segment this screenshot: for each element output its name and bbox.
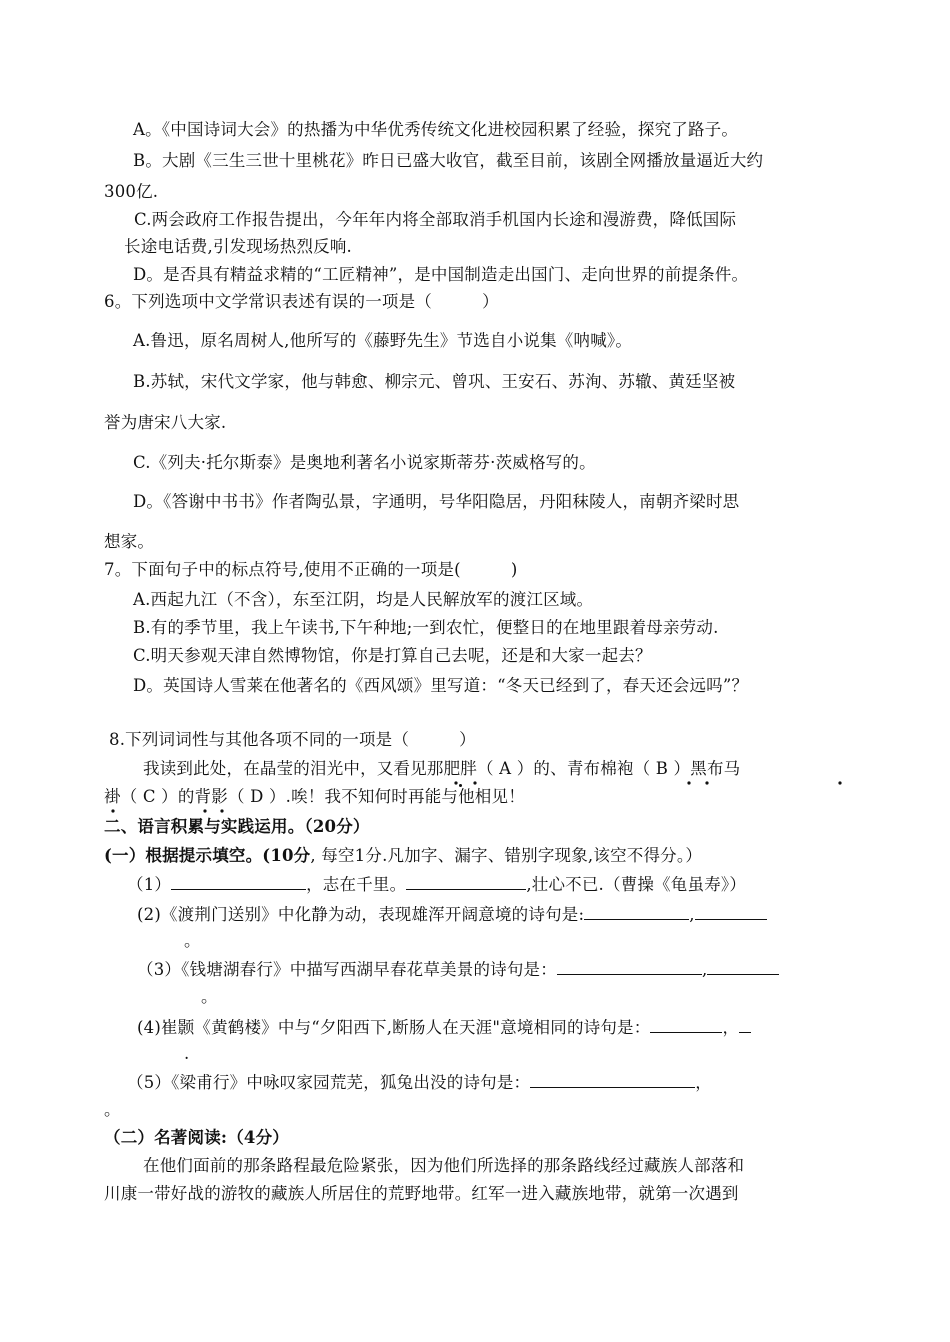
q8-mark-c: （ C ）的 [120,787,195,806]
blank[interactable] [739,1016,751,1033]
emphasis-dot [454,781,457,784]
emphasis-dot [203,809,206,812]
emphasis-dot [687,781,690,784]
q5-option-c-cont: 长途电话费,引发现场热烈反响. [124,237,352,256]
q5-option-a: A。《中国诗词大会》的热播为中华优秀传统文化进校园积累了经验，探究了路子。 [133,120,739,139]
q5-option-b: B。大剧《三生三世十里桃花》昨日已盛大收官，截至目前，该剧全网播放量逼近大约 [133,151,764,170]
q6-option-d-cont: 想家。 [104,532,155,551]
q7-option-b: B.有的季节里，我上午读书,下午种地;一到农忙，便整日的在地里跟着母亲劳动. [133,618,719,637]
fill-4: (4)崔颢《黄鹤楼》中与“夕阳西下,断肠人在天涯"意境相同的诗句是： ， [137,1016,751,1039]
emphasis-dot [705,781,708,784]
emphasis-dot [838,781,841,784]
fill-1: （1） ，志在千里。 ,壮心不已.（曹操《龟虽寿》） [127,875,747,894]
blank[interactable] [406,873,526,890]
blank[interactable] [557,958,702,975]
q7-option-a: A.西起九江（不含），东至江阴，均是人民解放军的渡江区域。 [133,590,594,609]
q6-stem: 6。下列选项中文学常识表述有误的一项是（ ） [104,292,499,311]
emphasis-dot [111,809,114,812]
q8-stem: 8.下列词词性与其他各项不同的一项是（ ） [109,730,476,749]
q8-text-end: .唉！我不知何时再能与他相见！ [285,787,525,806]
blank[interactable] [584,903,689,920]
q8-word-d: 背影 [194,787,228,806]
passage-line-1: 在他们面前的那条路程最危险紧张，因为他们所选择的那条路线经过藏族人部落和 [143,1156,745,1175]
q7-option-c: C.明天参观天津自然博物馆，你是打算自己去呢，还是和大家一起去？ [133,646,652,665]
q5-option-d: D。是否具有精益求精的“工匠精神”，是中国制造走出国门、走向世界的前提条件。 [133,265,749,284]
q8-word-c: 黑布马 [690,759,741,778]
q6-option-c: C.《列夫·托尔斯泰》是奥地利著名小说家斯蒂芬·茨威格写的。 [133,453,596,472]
q5-option-b-cont: 300亿. [104,182,159,201]
q6-option-b: B.苏轼，宋代文学家，他与韩愈、柳宗元、曾巩、王安石、苏洵、苏辙、黄廷坚被 [133,372,736,391]
fill-3: （3）《钱塘湖春行》中描写西湖早春花草美景的诗句是： , [137,958,779,981]
blank[interactable] [707,958,779,975]
q8-mark-b: （ B ） [633,759,691,778]
fill-5-end: 。 [104,1100,121,1119]
fill-2: (2)《渡荆门送别》中化静为动，表现雄浑开阔意境的诗句是: , [137,903,767,926]
fill-4-end: . [184,1044,190,1063]
fill-5: （5）《梁甫行》中咏叹家园荒芜，狐兔出没的诗句是： ， [127,1073,712,1092]
q7-option-d: D。英国诗人雪莱在他著名的《西风颂》里写道：“冬天已经到了，春天还会远吗”？ [133,676,749,695]
q8-mark-a: （ A ）的、 [477,759,567,778]
passage-line-2: 川康一带好战的游牧的藏族人所居住的荒野地带。红军一进入藏族地带，就第一次遇到 [104,1184,739,1203]
q6-option-d: D。《答谢中书书》作者陶弘景，字通明，号华阳隐居，丹阳秣陵人，南朝齐梁时思 [133,492,740,511]
blank[interactable] [530,1071,695,1088]
q8-word-b: 青布棉袍 [566,759,634,778]
q6-option-b-cont: 誉为唐宋八大家. [104,413,227,432]
fill-2-end: 。 [184,931,201,950]
q8-word-c-cont: 褂 [104,787,121,806]
q6-option-a: A.鲁迅，原名周树人,他所写的《藤野先生》节选自小说集《呐喊》。 [133,331,633,350]
part2-title: （二）名著阅读:（4分） [104,1128,289,1147]
emphasis-dot [220,809,223,812]
emphasis-dot [473,781,476,784]
part1-title: (一）根据提示填空。(10分, 每空1分.凡加字、漏字、错别字现象,该空不得分。） [104,846,703,865]
section2-title: 二、语言积累与实践运用。（20分） [104,817,370,836]
q5-option-c: C.两会政府工作报告提出，今年年内将全部取消手机国内长途和漫游费，降低国际 [134,210,737,229]
blank[interactable] [695,903,767,920]
blank[interactable] [171,873,306,890]
q8-word-a: 肥胖 [443,759,478,778]
q8-text: 我读到此处，在晶莹的泪光中，又看见那 [143,759,444,778]
q8-mark-d: （ D ） [227,787,286,806]
fill-3-end: 。 [201,987,218,1006]
blank[interactable] [650,1016,722,1033]
q7-stem: 7。下面句子中的标点符号,使用不正确的一项是( ) [104,560,518,579]
